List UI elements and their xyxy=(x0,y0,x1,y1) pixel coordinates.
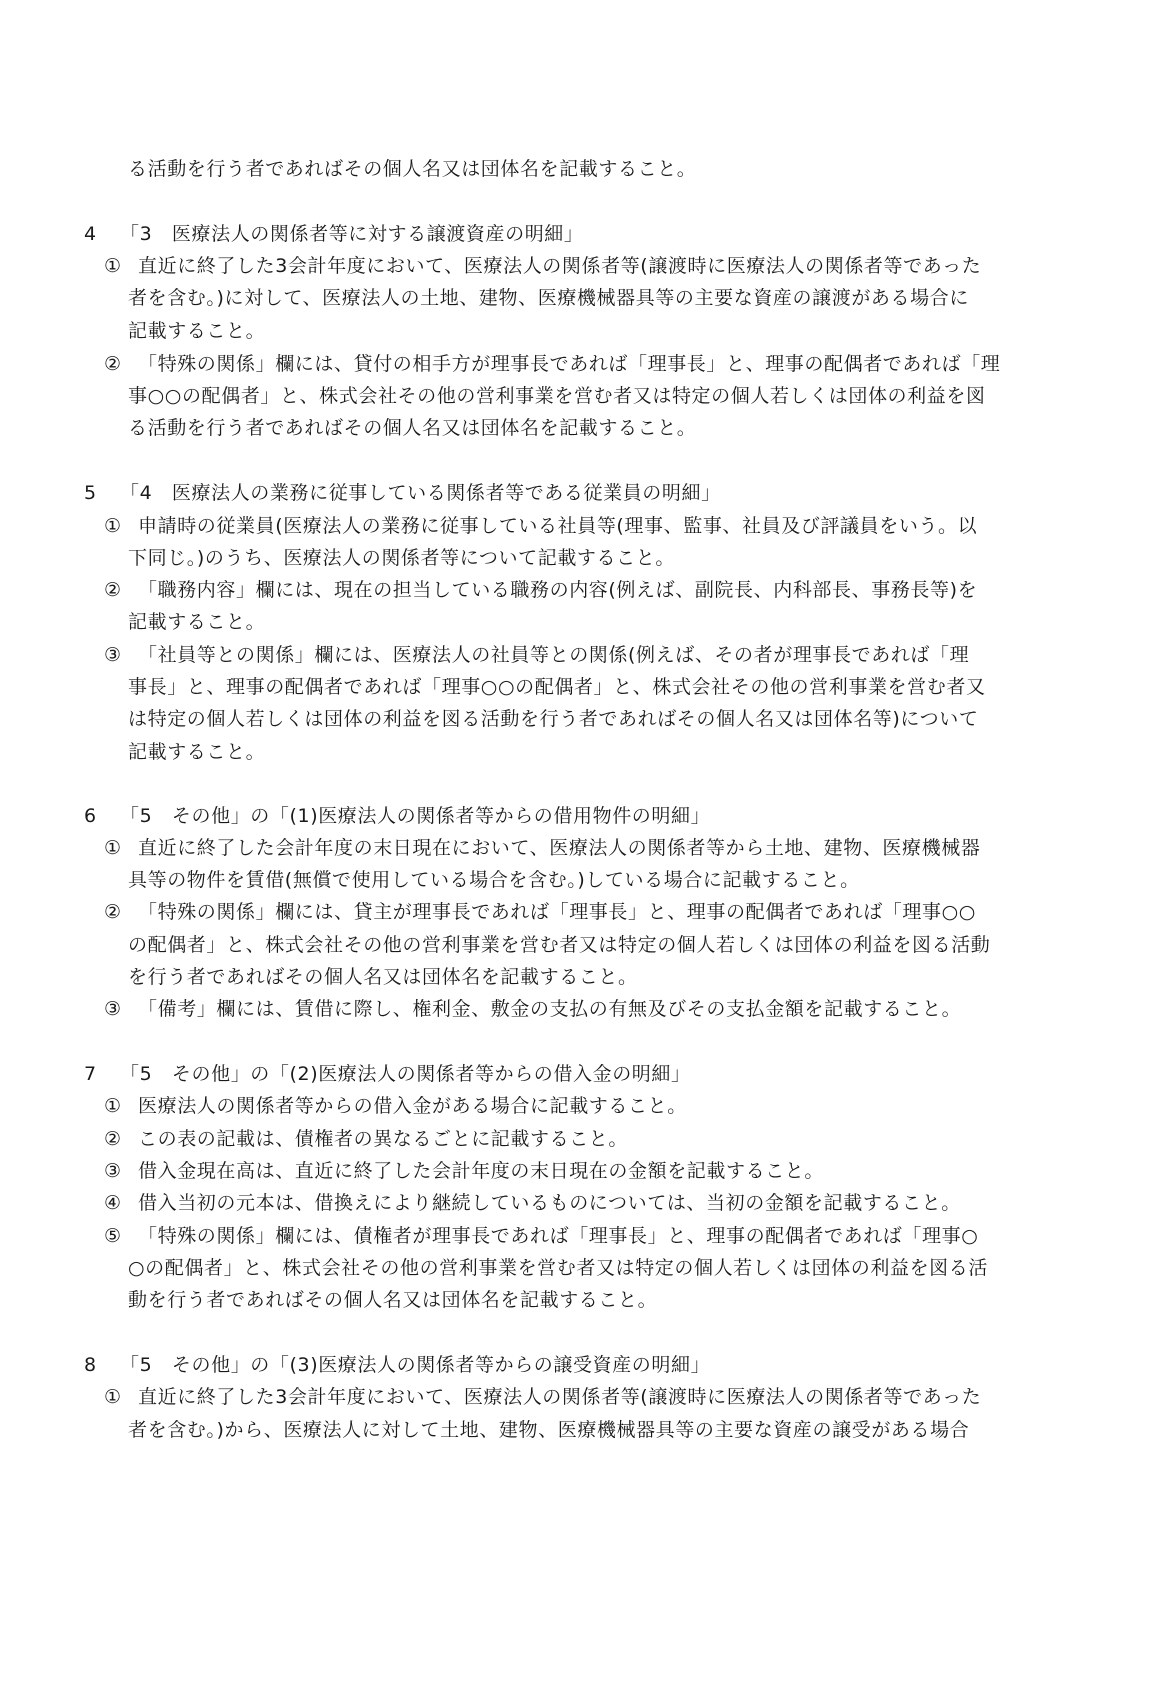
list-item xyxy=(104,514,977,538)
item-marker: ① xyxy=(104,1386,122,1408)
item-text-line: 事○○の配偶者」と、株式会社その他の営利事業を営む者又は特定の個人若しくは団体の利益を図 xyxy=(128,385,986,407)
section-title: 「5 その他」の「(1)医療法人の関係者等からの借用物件の明細」 xyxy=(120,805,711,827)
item-text-line: 事長」と、理事の配偶者であれば「理事○○の配偶者」と、株式会社その他の営利事業を営む者又 xyxy=(128,676,986,698)
item-text-line: 者を含む。)に対して、医療法人の土地、建物、医療機械器具等の主要な資産の譲渡がある場合に xyxy=(128,287,969,309)
section-number: 6 xyxy=(84,805,97,827)
item-marker: ② xyxy=(104,901,122,923)
item-text-line: 動を行う者であればその個人名又は団体名を記載すること。 xyxy=(128,1289,658,1311)
item-text-line: 申請時の従業員(医療法人の業務に従事している社員等(理事、監事、社員及び評議員をいう。以 xyxy=(138,515,978,537)
item-text-line: 記載すること。 xyxy=(128,741,266,763)
item-marker: ④ xyxy=(104,1192,122,1214)
item-marker: ① xyxy=(104,515,122,537)
item-text-line: 「特殊の関係」欄には、貸主が理事長であれば「理事長」と、理事の配偶者であれば「理事○○ xyxy=(138,901,976,923)
list-item xyxy=(104,643,969,667)
section-heading-6 xyxy=(84,804,710,828)
list-item xyxy=(104,352,1000,376)
section-title: 「5 その他」の「(2)医療法人の関係者等からの借入金の明細」 xyxy=(120,1063,691,1085)
section-title: 「4 医療法人の業務に従事している関係者等である従業員の明細」 xyxy=(120,482,721,504)
section-number: 4 xyxy=(84,223,97,245)
list-item xyxy=(104,997,961,1021)
item-text-line: 「特殊の関係」欄には、債権者が理事長であれば「理事長」と、理事の配偶者であれば「理事○ xyxy=(138,1225,979,1247)
section-title: 「5 その他」の「(3)医療法人の関係者等からの譲受資産の明細」 xyxy=(120,1354,711,1376)
section-number: 5 xyxy=(84,482,97,504)
item-text-line: 直近に終了した3会計年度において、医療法人の関係者等(譲渡時に医療法人の関係者等であった xyxy=(138,255,982,277)
section-heading-8 xyxy=(84,1353,710,1377)
item-text-line: ○の配偶者」と、株式会社その他の営利事業を営む者又は特定の個人若しくは団体の利益を図る活 xyxy=(128,1257,988,1279)
item-text-line: 記載すること。 xyxy=(128,320,266,342)
list-item xyxy=(104,1127,628,1151)
section-title: 「3 医療法人の関係者等に対する譲渡資産の明細」 xyxy=(120,223,584,245)
item-text-line: の配偶者」と、株式会社その他の営利事業を営む者又は特定の個人若しくは団体の利益を図る活動 xyxy=(128,934,991,956)
item-text-line: 「職務内容」欄には、現在の担当している職務の内容(例えば、副院長、内科部長、事務長等)を xyxy=(138,579,978,601)
list-item xyxy=(104,1159,824,1183)
item-text-line: 下同じ。)のうち、医療法人の関係者等について記載すること。 xyxy=(128,547,675,569)
item-text-line: 医療法人の関係者等からの借入金がある場合に記載すること。 xyxy=(138,1095,687,1117)
item-text-line: 「特殊の関係」欄には、貸付の相手方が理事長であれば「理事長」と、理事の配偶者であれば「理 xyxy=(138,353,1001,375)
item-text-line: 直近に終了した会計年度の末日現在において、医療法人の関係者等から土地、建物、医療機械器 xyxy=(138,837,981,859)
item-marker: ① xyxy=(104,255,122,277)
list-item xyxy=(104,900,976,924)
item-text-line: この表の記載は、債権者の異なるごとに記載すること。 xyxy=(138,1128,629,1150)
item-text-line: 記載すること。 xyxy=(128,611,266,633)
item-text-line: 借入当初の元本は、借換えにより継続しているものについては、当初の金額を記載すること。 xyxy=(138,1192,961,1214)
leading-text: る活動を行う者であればその個人名又は団体名を記載すること。 xyxy=(128,158,697,180)
item-text-line: を行う者であればその個人名又は団体名を記載すること。 xyxy=(128,966,638,988)
item-marker: ② xyxy=(104,353,122,375)
item-text-line: 「社員等との関係」欄には、医療法人の社員等との関係(例えば、その者が理事長であれば「理 xyxy=(138,644,970,666)
item-text-line: 「備考」欄には、賃借に際し、権利金、敷金の支払の有無及びその支払金額を記載すること。 xyxy=(138,998,962,1020)
item-text-line: 具等の物件を賃借(無償で使用している場合を含む。)している場合に記載すること。 xyxy=(128,869,860,891)
item-marker: ③ xyxy=(104,644,122,666)
item-marker: ② xyxy=(104,1128,122,1150)
list-item xyxy=(104,836,980,860)
item-marker: ① xyxy=(104,837,122,859)
section-heading-7 xyxy=(84,1062,691,1086)
item-text-line: る活動を行う者であればその個人名又は団体名を記載すること。 xyxy=(128,417,697,439)
item-text-line: 借入金現在高は、直近に終了した会計年度の末日現在の金額を記載すること。 xyxy=(138,1160,825,1182)
item-marker: ② xyxy=(104,579,122,601)
item-marker: ① xyxy=(104,1095,122,1117)
item-marker: ⑤ xyxy=(104,1225,122,1247)
list-item xyxy=(104,1224,978,1248)
section-heading-5 xyxy=(84,481,721,505)
item-text-line: 者を含む。)から、医療法人に対して土地、建物、医療機械器具等の主要な資産の譲受がある場合 xyxy=(128,1419,970,1441)
item-text-line: 直近に終了した3会計年度において、医療法人の関係者等(譲渡時に医療法人の関係者等であった xyxy=(138,1386,982,1408)
section-number: 8 xyxy=(84,1354,97,1376)
list-item xyxy=(104,1094,687,1118)
section-number: 7 xyxy=(84,1063,97,1085)
list-item xyxy=(104,578,977,602)
item-marker: ③ xyxy=(104,998,122,1020)
item-marker: ③ xyxy=(104,1160,122,1182)
list-item xyxy=(104,1385,981,1409)
list-item xyxy=(104,1191,961,1215)
list-item xyxy=(104,254,981,278)
item-text-line: は特定の個人若しくは団体の利益を図る活動を行う者であればその個人名又は団体名等)について xyxy=(128,708,979,730)
section-heading-4 xyxy=(84,222,584,246)
